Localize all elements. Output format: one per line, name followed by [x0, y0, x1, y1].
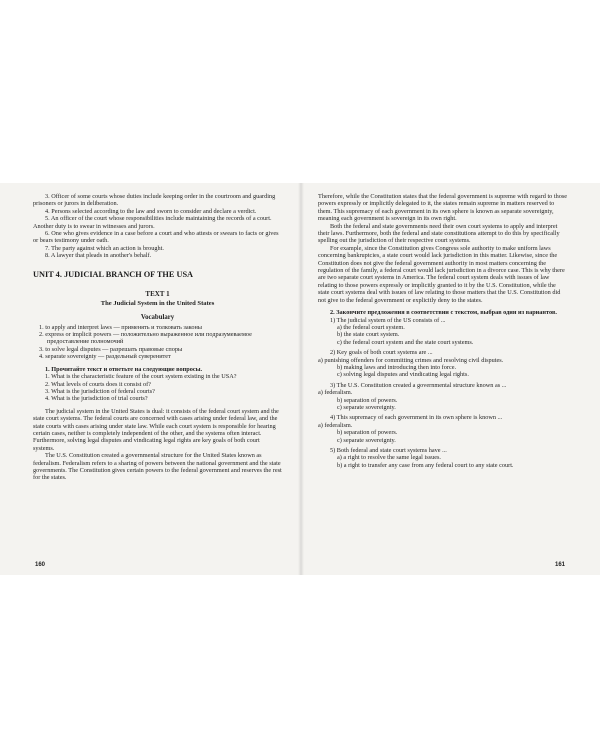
task-2-option: b) separation of powers.: [337, 396, 398, 404]
definition-item: 4. Persons selected according to the law and sworn to consider and declare a verdict.: [45, 207, 257, 215]
task-2-option: a) federalism.: [318, 421, 353, 429]
task-2-question: 2) Key goals of both court systems are ...: [330, 349, 433, 357]
body-paragraph: The U.S. Constitution created a governmental structure for the United States known as federalism. Federalism refers to a sharing of powers between the national government and the state governments. The Constitution gives certain powers to the federal government and reserves the rest for the states.: [33, 452, 282, 482]
task-2-option: b) a right to transfer any case from any federal court to any state court.: [337, 461, 514, 469]
task-2-option: a) punishing offenders for committing crimes and resolving civil disputes.: [318, 356, 504, 364]
vocabulary-item: 4. separate sovereignty — раздельный суверенитет: [39, 353, 171, 361]
body-paragraph: For example, since the Constitution gives Congress sole authority to make uniform laws concerning bankruptcies, a state court would lack jurisdiction in this matter. Likewise, since the Constitution does not give the federal government authority in most matters concerning the regulation of the family, a federal court would lack jurisdiction in a divorce case. This is why there are two separate court systems in America. The federal court system deals with issues of law relating to those powers expressly or implicitly granted to it by the U.S. Constitution, while the state court systems deal with issues of law relating to those matters that the U.S. Constitution did not give to the federal government or explicitly deny to the states.: [318, 244, 565, 304]
page-number-left: 160: [35, 562, 46, 568]
task-1-question: 2. What levels of courts does it consist of?: [45, 380, 151, 388]
vocabulary-title: Vocabulary: [140, 313, 175, 321]
task-2-option: c) the federal court system and the state court systems.: [337, 338, 474, 346]
book-gutter: [298, 183, 304, 575]
text-label: TEXT 1: [145, 289, 170, 298]
task-2-option: c) separate sovereignty.: [337, 436, 396, 444]
task-2-title: 2. Закончите предложения в соответствии с текстом, выбрав один из вариантов.: [330, 309, 557, 317]
task-2-option: a) a right to resolve the same legal issues.: [337, 454, 441, 462]
body-paragraph: The judicial system in the United States is dual: it consists of the federal court system and the state court systems. The federal courts are concerned with cases arising under federal law, and the state courts with cases arising under state law. While each court system is responsible for hearing certain cases, neither is completely independent of the other, and the systems often interact. Furthermore, solving legal disputes and vindicating legal rights are key goals of both court systems.: [33, 407, 279, 452]
task-2-option: c) separate sovereignty.: [337, 403, 396, 411]
left-page: [33, 193, 282, 482]
body-paragraph: Therefore, while the Constitution states that the federal government is supreme with regard to those powers expressly or implicitly delegated to it, the states remain supreme in matters reserved to them. This supremacy of each government in its own sphere is known as separate sovereignty, meaning each government is sovereign in its own right.: [318, 193, 568, 223]
right-page: [318, 193, 568, 469]
definition-item: 6. One who gives evidence in a case before a court and who attests or swears to facts or gives or bears testimony under oath.: [33, 230, 279, 245]
task-1-title: 1. Прочитайте текст и ответьте на следующие вопросы.: [45, 365, 203, 373]
definition-item: 3. Officer of some courts whose duties include keeping order in the courtroom and guarding prisoners or jurors in deliberation.: [33, 193, 276, 208]
text-title: The Judicial System in the United States: [100, 299, 215, 307]
vocabulary-item: 1. to apply and interpret laws — применять и толковать законы: [39, 323, 202, 331]
task-2-option: a) the federal court system.: [337, 323, 405, 331]
task-2-question: 1) The judicial system of the US consists of ...: [330, 316, 446, 324]
task-2-option: c) solving legal disputes and vindicating legal rights.: [337, 371, 469, 379]
task-2-option: b) the state court system.: [337, 331, 400, 339]
definition-item: 5. An officer of the court whose responsibilities include maintaining the records of a court. Another duty is to swear in witnesses and jurors.: [33, 215, 272, 230]
body-paragraph: Both the federal and state governments need their own court systems to apply and interpret their laws. Furthermore, both the federal and state constitutions attempt to do this by specifically spelling out the jurisdiction of their respective court systems.: [318, 222, 560, 245]
page-number-right: 161: [555, 562, 566, 568]
unit-title: UNIT 4. JUDICIAL BRANCH OF THE USA: [33, 269, 194, 279]
task-1-question: 1. What is the characteristic feature of the court system existing in the USA?: [45, 373, 237, 381]
task-2-option: a) federalism.: [318, 389, 353, 397]
task-2-question: 3) The U.S. Constitution created a governmental structure known as ...: [330, 381, 507, 389]
vocabulary-item: 2. express or implicit powers — положительно выраженное или подразумеваемое предоставление полномочий: [39, 331, 252, 346]
task-2-question: 5) Both federal and state court systems have ...: [330, 447, 447, 454]
task-2-option: b) making laws and introducing then into force.: [337, 363, 457, 371]
definition-item: 8. A lawyer that pleads in another's behalf.: [45, 252, 152, 260]
task-2-option: b) separation of powers.: [337, 429, 398, 437]
task-1-question: 3. What is the jurisdiction of federal courts?: [45, 387, 155, 395]
vocabulary-item: 3. to solve legal disputes — разрешать правовые споры: [39, 345, 183, 353]
book-spread: [0, 183, 600, 575]
definition-item: 7. The party against which an action is brought.: [45, 244, 164, 252]
task-1-question: 4. What is the jurisdiction of trial courts?: [45, 395, 148, 403]
task-2-question: 4) This supremacy of each government in its own sphere is known ...: [330, 414, 503, 422]
